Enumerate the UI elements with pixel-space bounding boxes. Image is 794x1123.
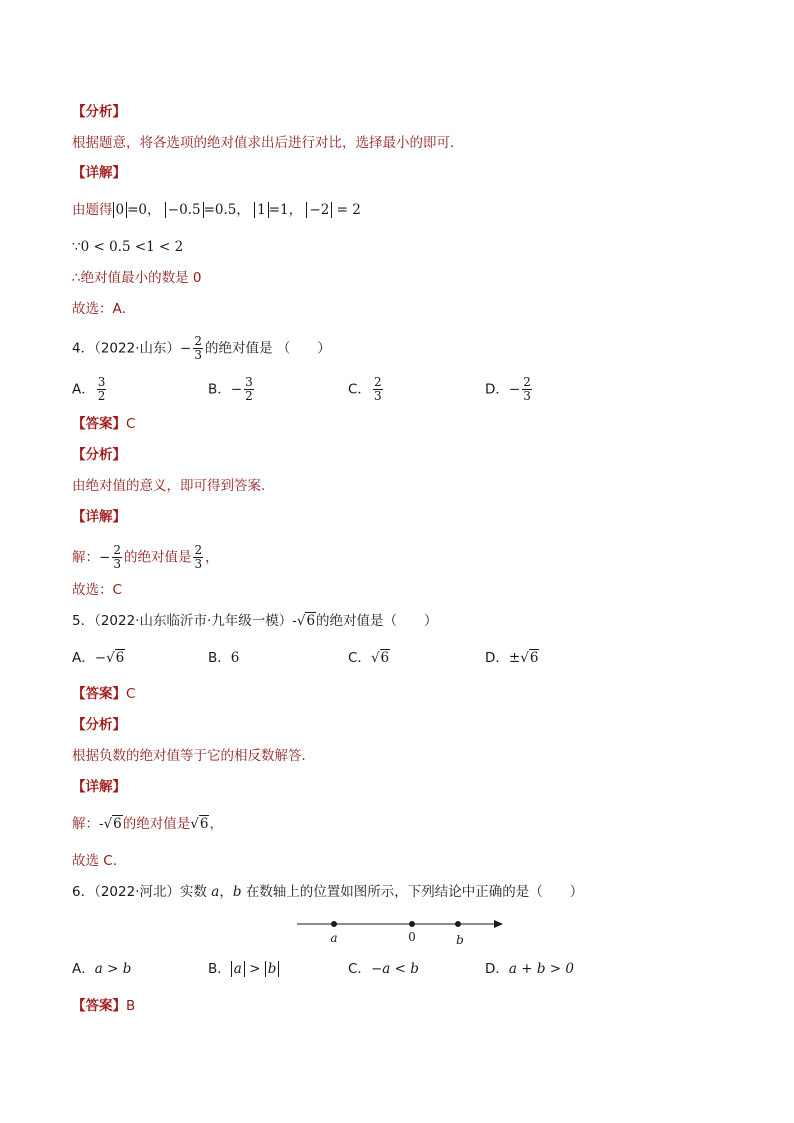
q4-choose: 故选：C: [72, 582, 122, 598]
q5-sqrt: √6: [296, 613, 316, 629]
q4-stem: 4．（2022·山东）− $\frac{2}{3}$ 的绝对值是 （ ）: [72, 334, 331, 362]
q5-option-c: C．√6: [348, 650, 390, 666]
q5-choose: 故选 C．: [72, 853, 127, 869]
q5-option-a: A．−√6: [72, 650, 125, 666]
q6-stem: 6．（2022·河北）实数 a，b 在数轴上的位置如图所示，下列结论中正确的是（ ）: [72, 884, 584, 900]
point-a: [331, 921, 337, 927]
q5-answer: 【答案】C: [72, 686, 136, 702]
q5-analysis-heading: 【分析】: [72, 717, 126, 733]
analysis-text: 根据题意，将各选项的绝对值求出后进行对比，选择最小的即可．: [72, 135, 464, 151]
choose-line: 故选：A．: [72, 301, 136, 317]
number-line-figure: [293, 914, 513, 950]
q4-analysis-heading: 【分析】: [72, 447, 126, 463]
q6-option-d: D．a + b > 0: [485, 961, 574, 977]
q5-option-d: D．±√6: [485, 650, 539, 666]
analysis-heading: 【分析】: [72, 104, 126, 120]
label-a: a: [330, 931, 338, 945]
q6-option-b: B． a > b: [208, 959, 279, 979]
q4-detail-heading: 【详解】: [72, 509, 126, 525]
since-line: ∵0 < 0.5 <1 < 2: [72, 239, 184, 255]
q5-option-b: B．6: [208, 650, 240, 666]
point-zero: [409, 921, 415, 927]
q4-option-b: B．− $\frac{3}{2}$: [208, 375, 253, 403]
q4-option-c: C． $\frac{2}{3}$: [348, 375, 382, 403]
q4-answer: 【答案】C: [72, 416, 136, 432]
q4-option-d: D．− $\frac{2}{3}$: [485, 375, 531, 403]
detail-equation: 由题得 0 =0， −0.5 =0.5， 1 =1， −2 = 2: [72, 202, 361, 218]
arrow-head: [494, 920, 503, 928]
label-b: b: [456, 933, 464, 947]
detail-heading: 【详解】: [72, 165, 126, 181]
q4-stem-fraction: $\frac{2}{3}$: [194, 334, 202, 362]
therefore-line: ∴绝对值最小的数是 0: [72, 270, 202, 286]
q6-option-a: A．a > b: [72, 961, 132, 977]
q4-solution: 解：− $\frac{2}{3}$ 的绝对值是 $\frac{2}{3}$ ，: [72, 543, 219, 571]
q4-option-a: A． $\frac{3}{2}$: [72, 375, 106, 403]
q4-analysis-text: 由绝对值的意义，即可得到答案．: [72, 478, 275, 494]
q5-analysis-text: 根据负数的绝对值等于它的相反数解答．: [72, 748, 315, 764]
q5-detail-heading: 【详解】: [72, 779, 126, 795]
q6-option-c: C．−a < b: [348, 961, 419, 977]
point-b: [455, 921, 461, 927]
q5-solution: 解：-√6的绝对值是√6，: [72, 816, 223, 832]
q6-answer: 【答案】B: [72, 998, 136, 1014]
label-zero: 0: [408, 930, 416, 944]
q5-stem: 5．（2022·山东临沂市·九年级一模）-√6的绝对值是（ ）: [72, 613, 438, 629]
